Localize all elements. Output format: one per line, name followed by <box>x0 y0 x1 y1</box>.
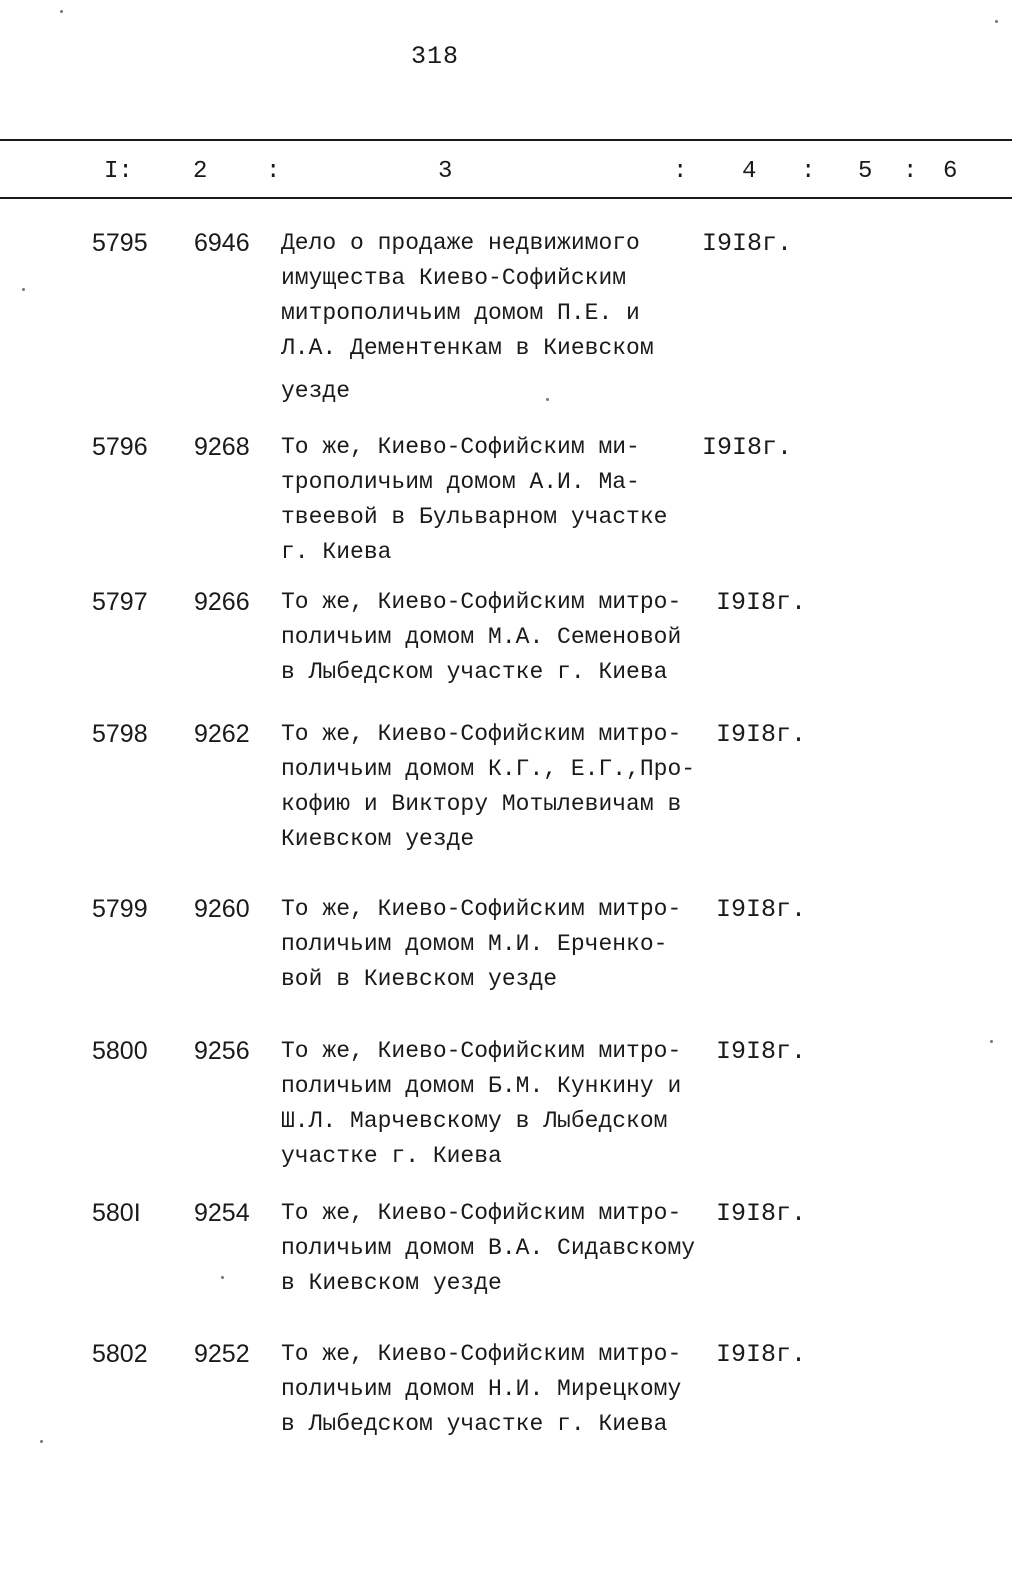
header-top-rule <box>0 139 1012 141</box>
header-separator: : <box>903 158 918 185</box>
description-line: То же, Киево-Софийским митро- <box>281 896 682 922</box>
entry-description <box>281 430 667 570</box>
description-line: твеевой в Бульварном участке <box>281 504 668 530</box>
file-number: 9254 <box>194 1199 250 1227</box>
description-line: имущества Киево-Софийским <box>281 265 627 291</box>
entry-description <box>281 1034 681 1174</box>
entry-number: 5800 <box>92 1037 148 1065</box>
header-col-4: 4 <box>742 158 757 185</box>
scan-speck <box>60 10 63 13</box>
description-line: То же, Киево-Софийским митро- <box>281 1038 682 1064</box>
description-line: участке г. Киева <box>281 1143 502 1169</box>
description-line: поличьим домом К.Г., Е.Г.,Про- <box>281 756 696 782</box>
description-line: уезде <box>281 378 351 404</box>
scan-speck <box>22 288 25 291</box>
entry-year: I9I8г. <box>716 1037 807 1066</box>
file-number: 9252 <box>194 1340 250 1368</box>
entry-description <box>281 1196 695 1301</box>
entry-year: I9I8г. <box>716 720 807 749</box>
header-col-3: 3 <box>438 158 453 185</box>
description-line: вой в Киевском уезде <box>281 966 558 992</box>
description-line: в Лыбедском участке г. Киева <box>281 1411 668 1437</box>
description-line: в Киевском уезде <box>281 1270 502 1296</box>
entry-year: I9I8г. <box>702 229 793 258</box>
header-col-6: 6 <box>943 158 958 185</box>
header-separator: : <box>801 158 816 185</box>
file-number: 9262 <box>194 720 250 748</box>
file-number: 6946 <box>194 229 250 257</box>
file-number: 9268 <box>194 433 250 461</box>
description-line: г. Киева <box>281 539 392 565</box>
header-separator: : <box>266 158 281 185</box>
description-line: кофию и Виктору Мотылевичам в <box>281 791 682 817</box>
description-line: поличьим домом В.А. Сидавскому <box>281 1235 696 1261</box>
file-number: 9266 <box>194 588 250 616</box>
description-line: трополичьим домом А.И. Ма- <box>281 469 640 495</box>
header-col-2: 2 <box>193 158 208 185</box>
entry-year: I9I8г. <box>702 433 793 462</box>
file-number: 9260 <box>194 895 250 923</box>
entry-description <box>281 1337 681 1442</box>
scan-speck <box>221 1276 224 1279</box>
description-line: поличьим домом Н.И. Мирецкому <box>281 1376 682 1402</box>
scan-speck <box>40 1440 43 1443</box>
header-bottom-rule <box>0 197 1012 199</box>
description-line: Ш.Л. Марчевскому в Лыбедском <box>281 1108 668 1134</box>
description-line: поличьим домом М.А. Семеновой <box>281 624 682 650</box>
description-line: поличьим домом Б.М. Кункину и <box>281 1073 682 1099</box>
entry-year: I9I8г. <box>716 588 807 617</box>
description-line: Киевском уезде <box>281 826 475 852</box>
entry-number: 5796 <box>92 433 148 461</box>
description-line: То же, Киево-Софийским митро- <box>281 1341 682 1367</box>
scan-speck <box>995 20 998 23</box>
entry-number: 5799 <box>92 895 148 923</box>
description-line: То же, Киево-Софийским митро- <box>281 721 682 747</box>
entry-number: 5795 <box>92 229 148 257</box>
entry-description <box>281 717 695 857</box>
header-col-1: I: <box>104 158 133 185</box>
entry-year: I9I8г. <box>716 895 807 924</box>
entry-description <box>281 226 654 409</box>
entry-description <box>281 585 681 690</box>
file-number: 9256 <box>194 1037 250 1065</box>
scan-speck <box>546 398 549 401</box>
entry-number: 5797 <box>92 588 148 616</box>
description-line: в Лыбедском участке г. Киева <box>281 659 668 685</box>
description-line: То же, Киево-Софийским ми- <box>281 434 640 460</box>
description-line: митрополичьим домом П.Е. и <box>281 300 640 326</box>
description-line: Дело о продаже недвижимого <box>281 230 640 256</box>
scan-speck <box>990 1040 993 1043</box>
entry-number: 580I <box>92 1199 141 1227</box>
description-line: То же, Киево-Софийским митро- <box>281 1200 682 1226</box>
entry-number: 5802 <box>92 1340 148 1368</box>
description-line: поличьим домом М.И. Ерченко- <box>281 931 668 957</box>
description-line: Л.А. Дементенкам в Киевском <box>281 335 654 361</box>
entry-year: I9I8г. <box>716 1340 807 1369</box>
header-separator: : <box>673 158 688 185</box>
entry-year: I9I8г. <box>716 1199 807 1228</box>
entry-number: 5798 <box>92 720 148 748</box>
header-col-5: 5 <box>858 158 873 185</box>
page-number: 318 <box>410 42 459 71</box>
description-line: То же, Киево-Софийским митро- <box>281 589 682 615</box>
entry-description <box>281 892 681 997</box>
